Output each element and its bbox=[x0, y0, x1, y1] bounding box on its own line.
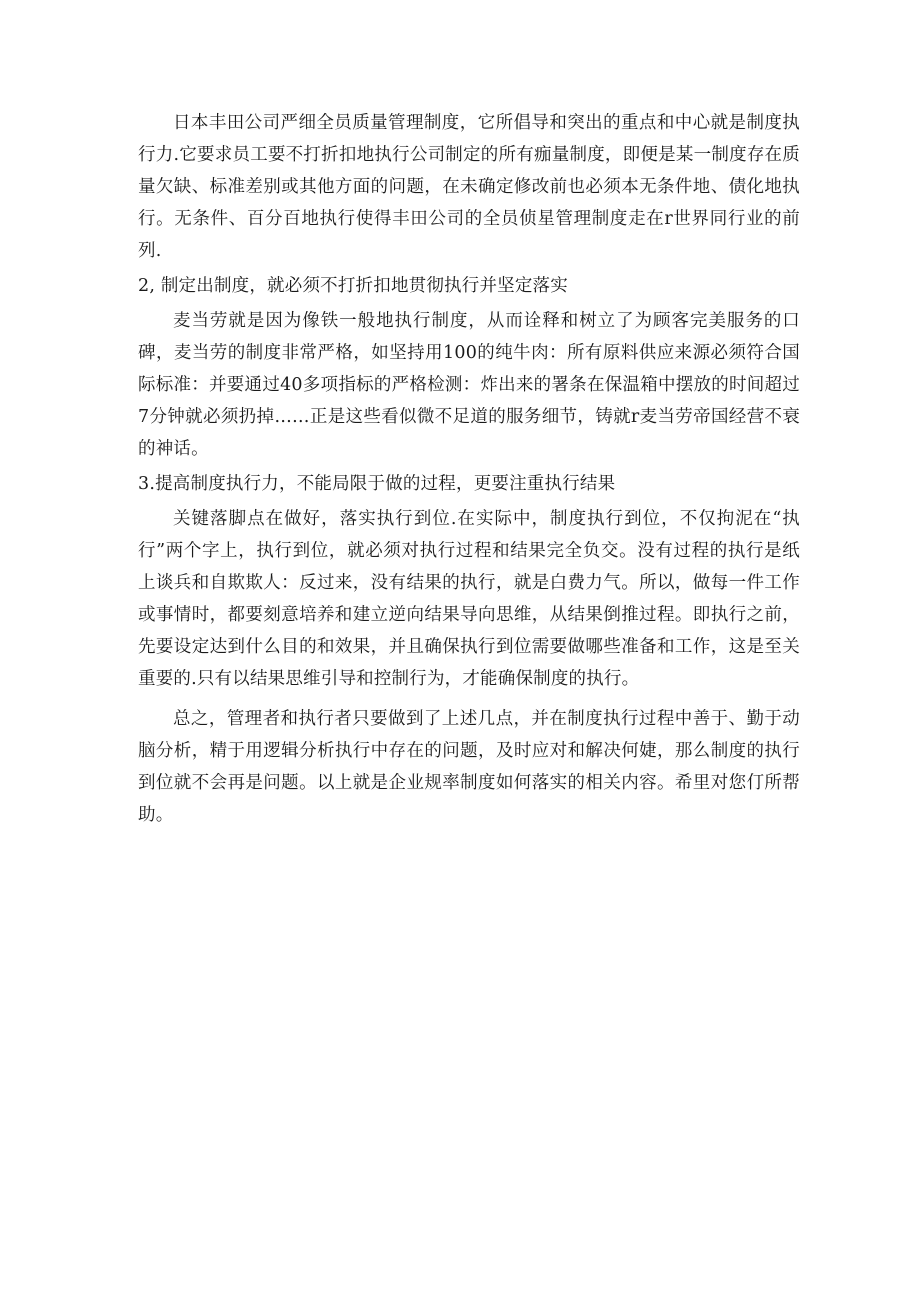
paragraph-mcdonalds: 麦当劳就是因为像铁一般地执行制度，从而诠释和树立了为顾客完美服务的口碑，麦当劳的制度非常严格，如坚持用100的纯牛肉：所有原料供应来源必须符合国际标准：并要通过40多项指标的严格检测：炸出来的署条在保温箱中摆放的时间超过7分钟就必须扔掉……正是这些看似微不足道的服务细节，铸就r麦当劳帝国经营不衰的神话。 bbox=[138, 311, 800, 459]
paragraph-toyota: 日本丰田公司严细全员质量管理制度，它所倡导和突出的重点和中心就是制度执行力.它要求员工要不打折扣地执行公司制定的所有痂量制度，即便是某一制度存在质量欠缺、标准差别或其他方面的问题，在未确定修改前也必须本无条件地、债化地执行。无条件、百分百地执行使得丰田公司的全员侦星管理制度走在r世界同行业的前列. bbox=[138, 113, 800, 261]
section-heading-2: 2, 制定出制度，就必须不打折扣地贯彻执行并坚定落实 bbox=[138, 276, 568, 296]
document-body bbox=[138, 107, 800, 831]
paragraph-results: 关键落脚点在做好，落实执行到位.在实际中，制度执行到位，不仅拘泥在“执行”两个字上，执行到位，就必须对执行过程和结果完全负交。没有过程的执行是纸上谈兵和自欺欺人：反过来，没有结果的执行，就是白费力气。所以，做每一件工作或事情时，都要刻意培养和建立逆向结果导向思维，从结果倒推过程。即执行之前，先要设定达到什么目的和效果，并且确保执行到位需要做哪些准备和工作，这是至关重要的.只有以结果思维引导和控制行为，才能确保制度的执行。 bbox=[138, 509, 800, 689]
section-heading-3: 3.提高制度执行力，不能局限于做的过程，更要注重执行结果 bbox=[138, 474, 616, 494]
paragraph-conclusion: 总之，管理者和执行者只要做到了上述几点，并在制度执行过程中善于、勤于动脑分析，精于用逻辑分析执行中存在的问题，及时应对和解决何婕，那么制度的执行到位就不会再是问题。以上就是企业规率制度如何落实的相关内容。希里对您仃所帮助。 bbox=[138, 709, 800, 825]
